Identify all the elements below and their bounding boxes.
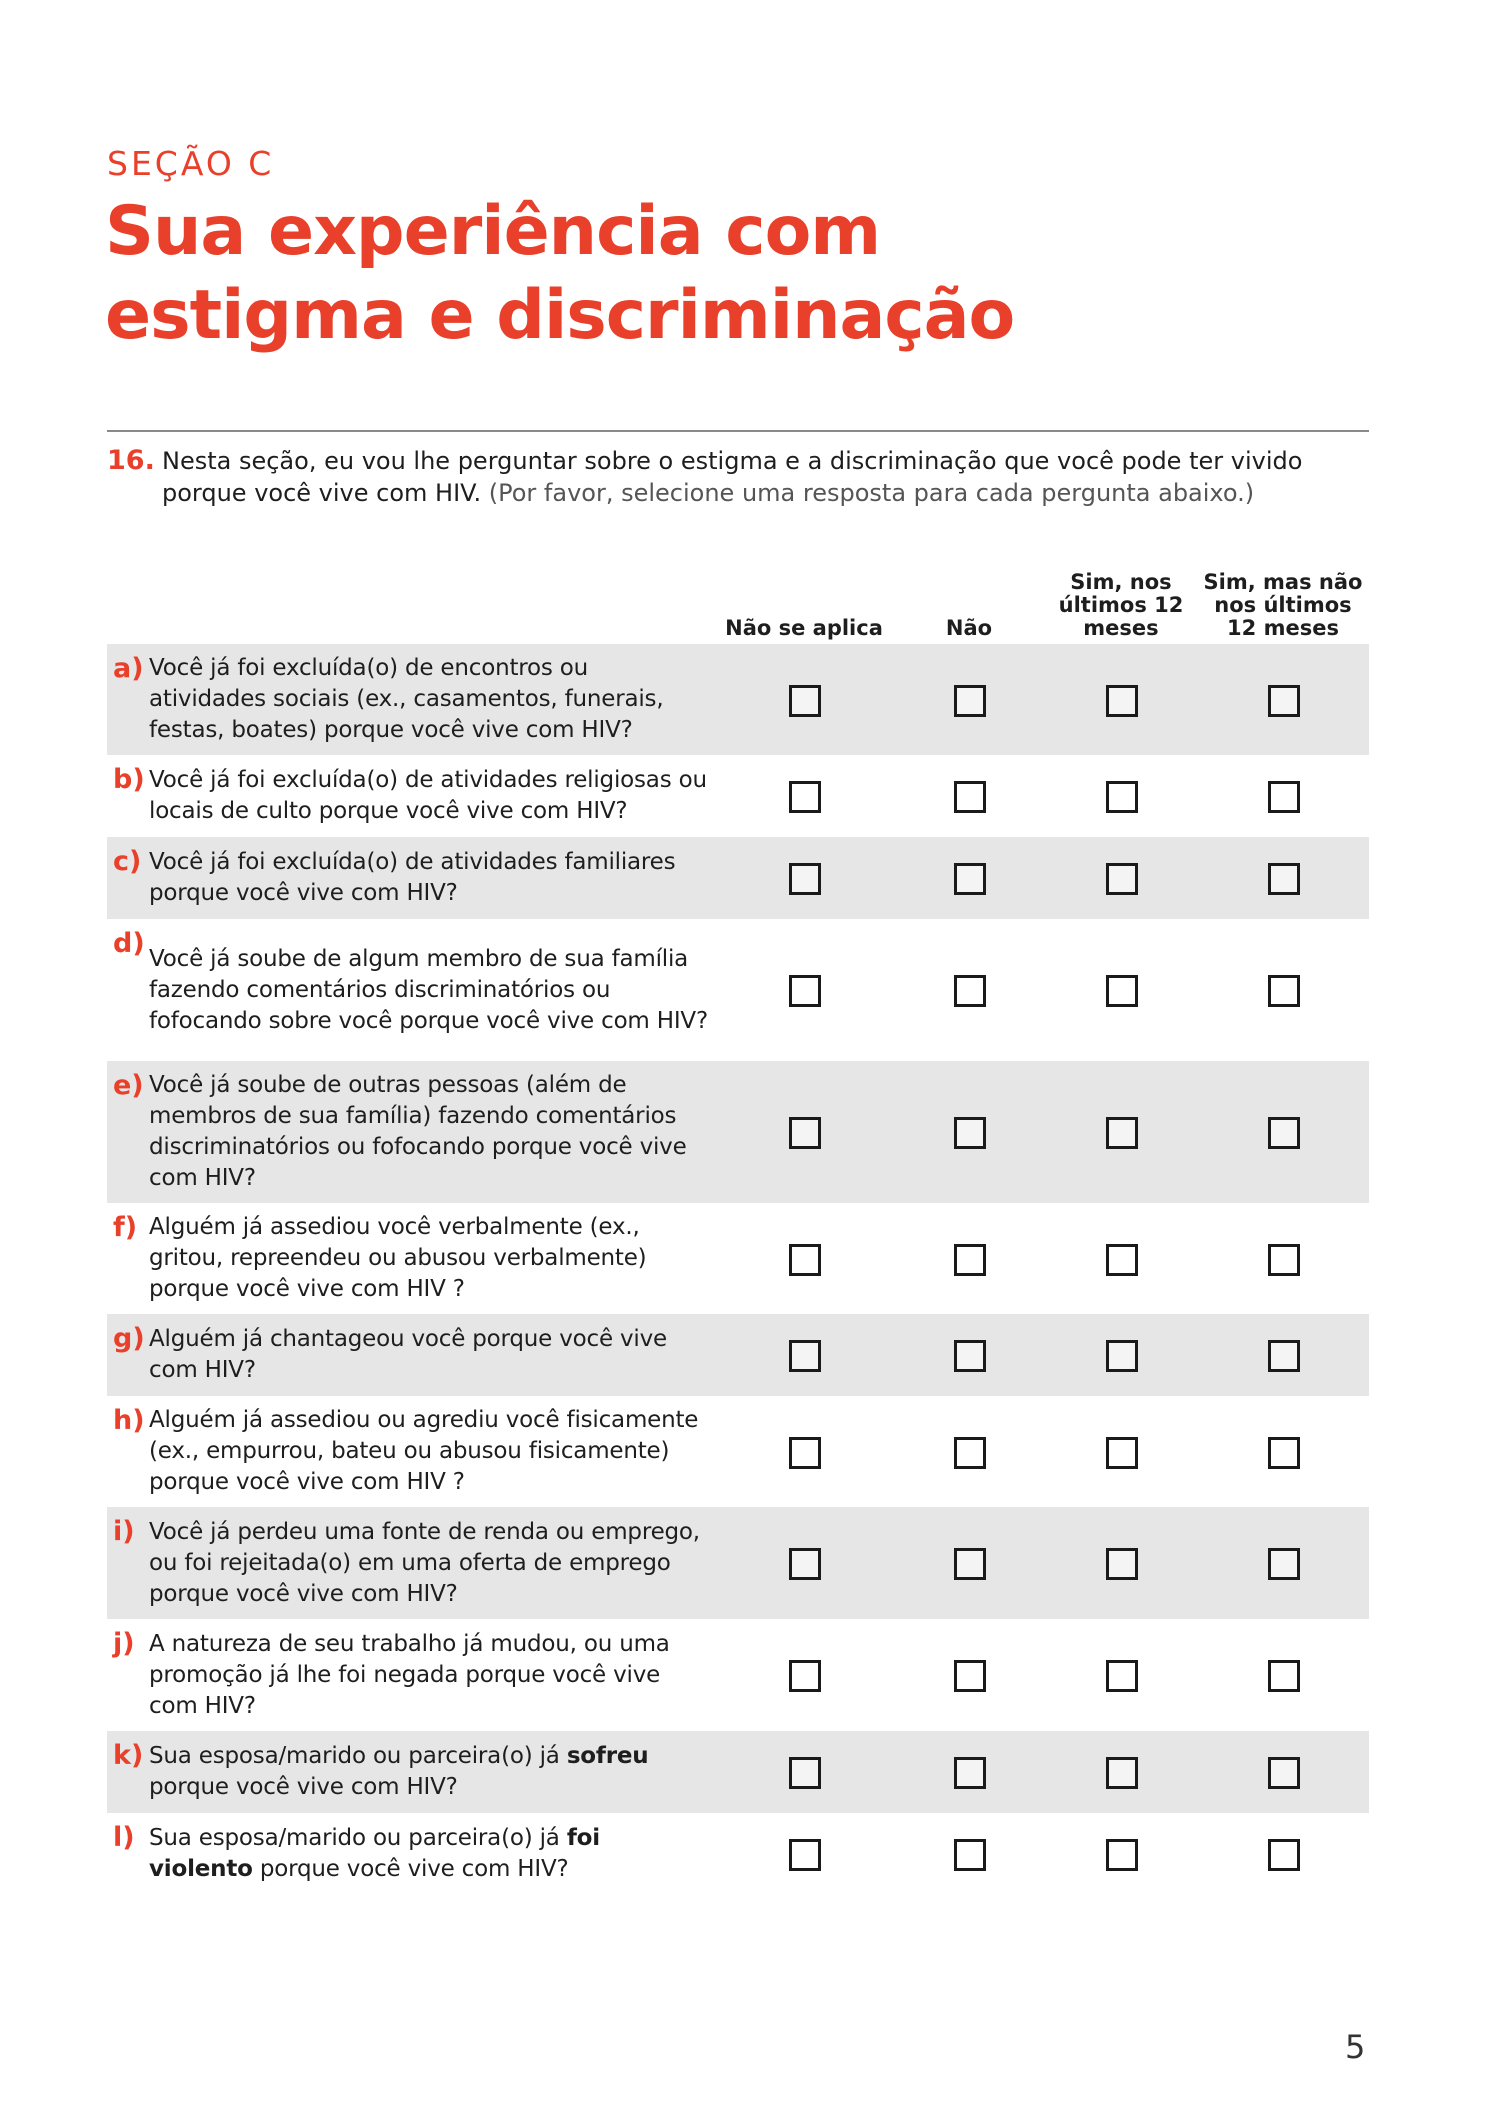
answer-checkbox-col-3[interactable] — [1106, 1117, 1138, 1149]
answer-checkbox-col-2[interactable] — [954, 1839, 986, 1871]
column-header-line: 12 meses — [1227, 616, 1339, 640]
item-text: Você já soube de outras pessoas (além de membros de sua família) fazendo comentários discriminatórios ou fofocando porque você vive com HIV? — [149, 1072, 687, 1191]
column-header-2 — [946, 617, 992, 640]
question-row — [107, 1619, 1369, 1731]
answer-checkbox-col-2[interactable] — [954, 1660, 986, 1692]
question-text: Nesta seção, eu vou lhe perguntar sobre o estigma e a discriminação que você pode ter vivido porque você vive com HIV. — [162, 447, 1303, 507]
item-letter: a) — [113, 653, 144, 684]
answer-checkbox-col-4[interactable] — [1268, 1437, 1300, 1469]
answer-checkbox-col-1[interactable] — [789, 1117, 821, 1149]
item-text: Você já soube de algum membro de sua família fazendo comentários discriminatórios ou fofocando sobre você porque você vive com HIV? — [149, 945, 708, 1034]
answer-checkbox-col-4[interactable] — [1268, 1660, 1300, 1692]
item-text: Você já foi excluída(o) de encontros ou atividades sociais (ex., casamentos, funerais, festas, boates) porque você vive com HIV? — [149, 655, 664, 743]
item-letter: k) — [113, 1740, 144, 1771]
question-16 — [107, 445, 1369, 509]
item-text: Alguém já assediou ou agrediu você fisicamente (ex., empurrou, bateu ou abusou fisicamente) porque você vive com HIV ? — [149, 1407, 699, 1495]
item-text: Você já foi excluída(o) de atividades religiosas ou locais de culto porque você vive com HIV? — [149, 767, 707, 824]
question-row — [107, 1314, 1369, 1396]
answer-checkbox-col-2[interactable] — [954, 1244, 986, 1276]
answer-checkbox-col-2[interactable] — [954, 781, 986, 813]
item-text — [149, 1741, 709, 1803]
answer-checkbox-col-1[interactable] — [789, 1437, 821, 1469]
answer-checkbox-col-4[interactable] — [1268, 863, 1300, 895]
answer-checkbox-col-2[interactable] — [954, 1757, 986, 1789]
item-text: A natureza de seu trabalho já mudou, ou uma promoção já lhe foi negada porque você vive com HIV? — [149, 1630, 670, 1719]
item-text: Você já foi excluída(o) de atividades familiares porque você vive com HIV? — [149, 849, 676, 906]
item-text: Alguém já chantageou você porque você vive com HIV? — [149, 1326, 667, 1383]
question-row — [107, 1813, 1369, 1895]
section-label: SEÇÃO C — [107, 144, 275, 183]
item-letter: h) — [113, 1405, 145, 1436]
answer-checkbox-col-1[interactable] — [789, 1340, 821, 1372]
item-text-part: Sua esposa/marido ou parceira(o) já — [149, 1825, 567, 1851]
answer-checkbox-col-3[interactable] — [1106, 863, 1138, 895]
answer-checkbox-col-1[interactable] — [789, 1660, 821, 1692]
answer-checkbox-col-1[interactable] — [789, 1548, 821, 1580]
question-row — [107, 1203, 1369, 1314]
question-row — [107, 837, 1369, 919]
column-header-line: Não se aplica — [725, 616, 883, 640]
answer-checkbox-col-3[interactable] — [1106, 1244, 1138, 1276]
answer-checkbox-col-1[interactable] — [789, 781, 821, 813]
item-text-part: porque você vive com HIV? — [252, 1856, 569, 1882]
answer-checkbox-col-3[interactable] — [1106, 1340, 1138, 1372]
answer-checkbox-col-1[interactable] — [789, 1757, 821, 1789]
question-row — [107, 919, 1369, 1061]
section-title-line-1: Sua experiência com — [105, 192, 881, 271]
answer-checkbox-col-3[interactable] — [1106, 1757, 1138, 1789]
page-number: 5 — [1345, 2028, 1366, 2066]
column-header-3 — [1059, 571, 1184, 640]
column-header-line: Não — [945, 616, 993, 640]
item-letter: f) — [113, 1212, 138, 1243]
item-text: Alguém já assediou você verbalmente (ex., gritou, repreendeu ou abusou verbalmente) porque você vive com HIV ? — [149, 1214, 647, 1302]
question-row — [107, 755, 1369, 837]
answer-checkbox-col-2[interactable] — [954, 863, 986, 895]
answer-checkbox-col-3[interactable] — [1106, 975, 1138, 1007]
answer-checkbox-col-1[interactable] — [789, 975, 821, 1007]
question-text-wrapper — [162, 445, 1369, 509]
answer-checkbox-col-2[interactable] — [954, 1340, 986, 1372]
answer-checkbox-col-4[interactable] — [1268, 685, 1300, 717]
answer-checkbox-col-4[interactable] — [1268, 1117, 1300, 1149]
answer-checkbox-col-1[interactable] — [789, 1839, 821, 1871]
answer-checkbox-col-4[interactable] — [1268, 1340, 1300, 1372]
answer-checkbox-col-2[interactable] — [954, 685, 986, 717]
section-title-line-2: estigma e discriminação — [105, 276, 1015, 355]
column-header-line: nos últimos — [1214, 593, 1352, 617]
item-text — [149, 1823, 709, 1885]
column-header-line: Sim, mas não — [1203, 570, 1363, 594]
column-header-line: meses — [1083, 616, 1159, 640]
question-row — [107, 644, 1369, 755]
item-text-emphasis: sofreu — [566, 1743, 649, 1769]
column-header-line: Sim, nos — [1070, 570, 1172, 594]
answer-checkbox-col-3[interactable] — [1106, 1437, 1138, 1469]
answer-checkbox-col-3[interactable] — [1106, 1660, 1138, 1692]
answer-checkbox-col-3[interactable] — [1106, 1548, 1138, 1580]
answer-checkbox-col-2[interactable] — [954, 975, 986, 1007]
item-text-part: Sua esposa/marido ou parceira(o) já — [149, 1743, 567, 1769]
answer-checkbox-col-1[interactable] — [789, 863, 821, 895]
question-row — [107, 1731, 1369, 1813]
item-text: Você já perdeu uma fonte de renda ou emprego, ou foi rejeitada(o) em uma oferta de emprego porque você vive com HIV? — [149, 1518, 700, 1607]
item-letter: b) — [113, 764, 145, 795]
divider — [107, 430, 1369, 432]
question-row — [107, 1396, 1369, 1507]
item-letter: g) — [113, 1323, 145, 1354]
item-letter: l) — [113, 1822, 135, 1853]
column-header-line: últimos 12 — [1058, 593, 1184, 617]
answer-checkbox-col-4[interactable] — [1268, 1244, 1300, 1276]
answer-checkbox-col-1[interactable] — [789, 1244, 821, 1276]
column-header-1 — [725, 617, 883, 640]
answer-checkbox-col-2[interactable] — [954, 1117, 986, 1149]
question-number: 16. — [107, 445, 155, 476]
item-letter: i) — [113, 1516, 135, 1547]
answer-checkbox-col-1[interactable] — [789, 685, 821, 717]
answer-checkbox-col-2[interactable] — [954, 1548, 986, 1580]
answer-checkbox-col-4[interactable] — [1268, 1839, 1300, 1871]
item-letter: c) — [113, 846, 142, 877]
answer-checkbox-col-4[interactable] — [1268, 1757, 1300, 1789]
answer-checkbox-col-3[interactable] — [1106, 685, 1138, 717]
item-letter: e) — [113, 1070, 144, 1101]
item-text-emphasis: foi violento — [149, 1825, 600, 1882]
answer-checkbox-col-4[interactable] — [1268, 975, 1300, 1007]
answer-checkbox-col-2[interactable] — [954, 1437, 986, 1469]
item-letter: j) — [113, 1628, 135, 1659]
question-note: (Por favor, selecione uma resposta para cada pergunta abaixo.) — [488, 479, 1255, 507]
answer-checkbox-col-4[interactable] — [1268, 781, 1300, 813]
item-letter: d) — [113, 928, 145, 959]
item-text-part: porque você vive com HIV? — [149, 1774, 458, 1800]
answer-checkbox-col-3[interactable] — [1106, 781, 1138, 813]
question-row — [107, 1507, 1369, 1619]
answer-checkbox-col-3[interactable] — [1106, 1839, 1138, 1871]
answer-checkbox-col-4[interactable] — [1268, 1548, 1300, 1580]
column-headers — [0, 560, 1500, 640]
question-row — [107, 1061, 1369, 1203]
section-title — [105, 190, 1014, 358]
question-rows — [107, 644, 1369, 1895]
column-header-4 — [1204, 571, 1363, 640]
